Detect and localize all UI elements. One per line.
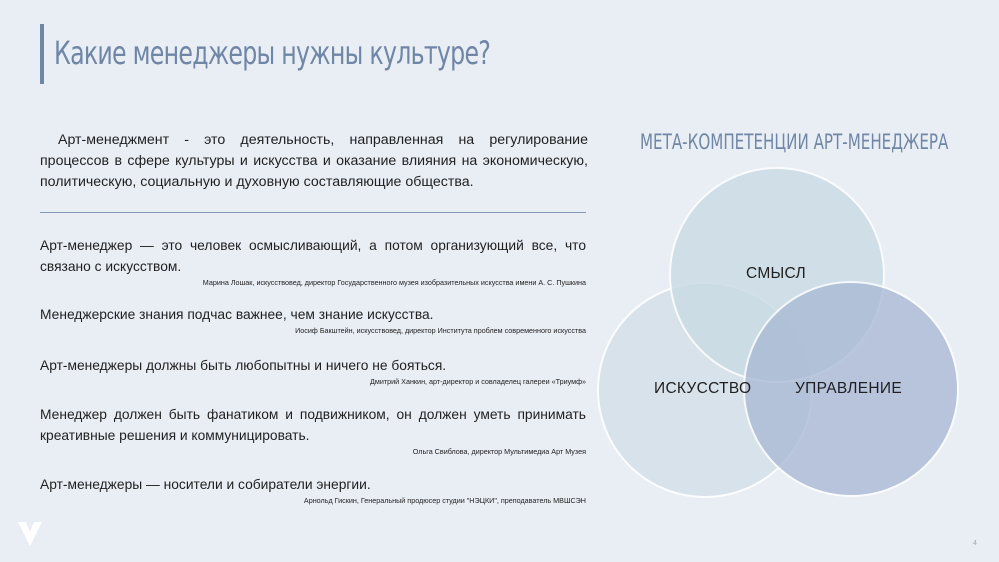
quote-text: Менеджер должен быть фанатиком и подвижником, он должен уметь принимать креативные решения и коммуницировать. — [40, 407, 586, 443]
venn-title: МЕТА-КОМПЕТЕНЦИИ АРТ-МЕНЕДЖЕРА — [640, 130, 949, 154]
quote-author: Иосиф Бакштейн, искусствовед, директор Института проблем современного искусства — [295, 326, 586, 335]
intro-paragraph: Арт-менеджмент - это деятельность, направленная на регулирование процессов в сфере культуры и искусства и оказание влияния на экономическую, политическую, социальную и духовную составляющие общества. — [40, 132, 588, 190]
page-number: 4 — [973, 540, 977, 547]
quote-author: Арнольд Гискин, Генеральный продюсер студии "НЭЦКИ", преподаватель МВШСЭН — [303, 496, 586, 505]
venn-label-top: СМЫСЛ — [746, 265, 807, 282]
logo-icon — [16, 520, 44, 548]
quote-text: Арт-менеджер — это человек осмысливающий, а потом организующий все, что связано с искусством. — [40, 238, 586, 274]
quote-author: Дмитрий Ханкин, арт-директор и совладелец галереи «Триумф» — [370, 377, 586, 386]
venn-label-left: ИСКУССТВО — [654, 380, 752, 397]
quote-text: Арт-менеджеры должны быть любопытны и ничего не бояться. — [40, 358, 447, 373]
quote-author: Ольга Свиблова, директор Мультимедиа Арт Музея — [412, 447, 586, 456]
slide-title: Какие менеджеры нужны культуре? — [54, 34, 491, 72]
quote-author: Марина Лошак, искусствовед, директор Государственного музея изобразительных искусства имени А. С. Пушкина — [202, 278, 586, 287]
venn-label-right: УПРАВЛЕНИЕ — [795, 380, 902, 397]
quote-text: Арт-менеджеры — носители и собиратели энергии. — [40, 477, 371, 492]
quote-text: Менеджерские знания подчас важнее, чем знание искусства. — [40, 307, 434, 322]
